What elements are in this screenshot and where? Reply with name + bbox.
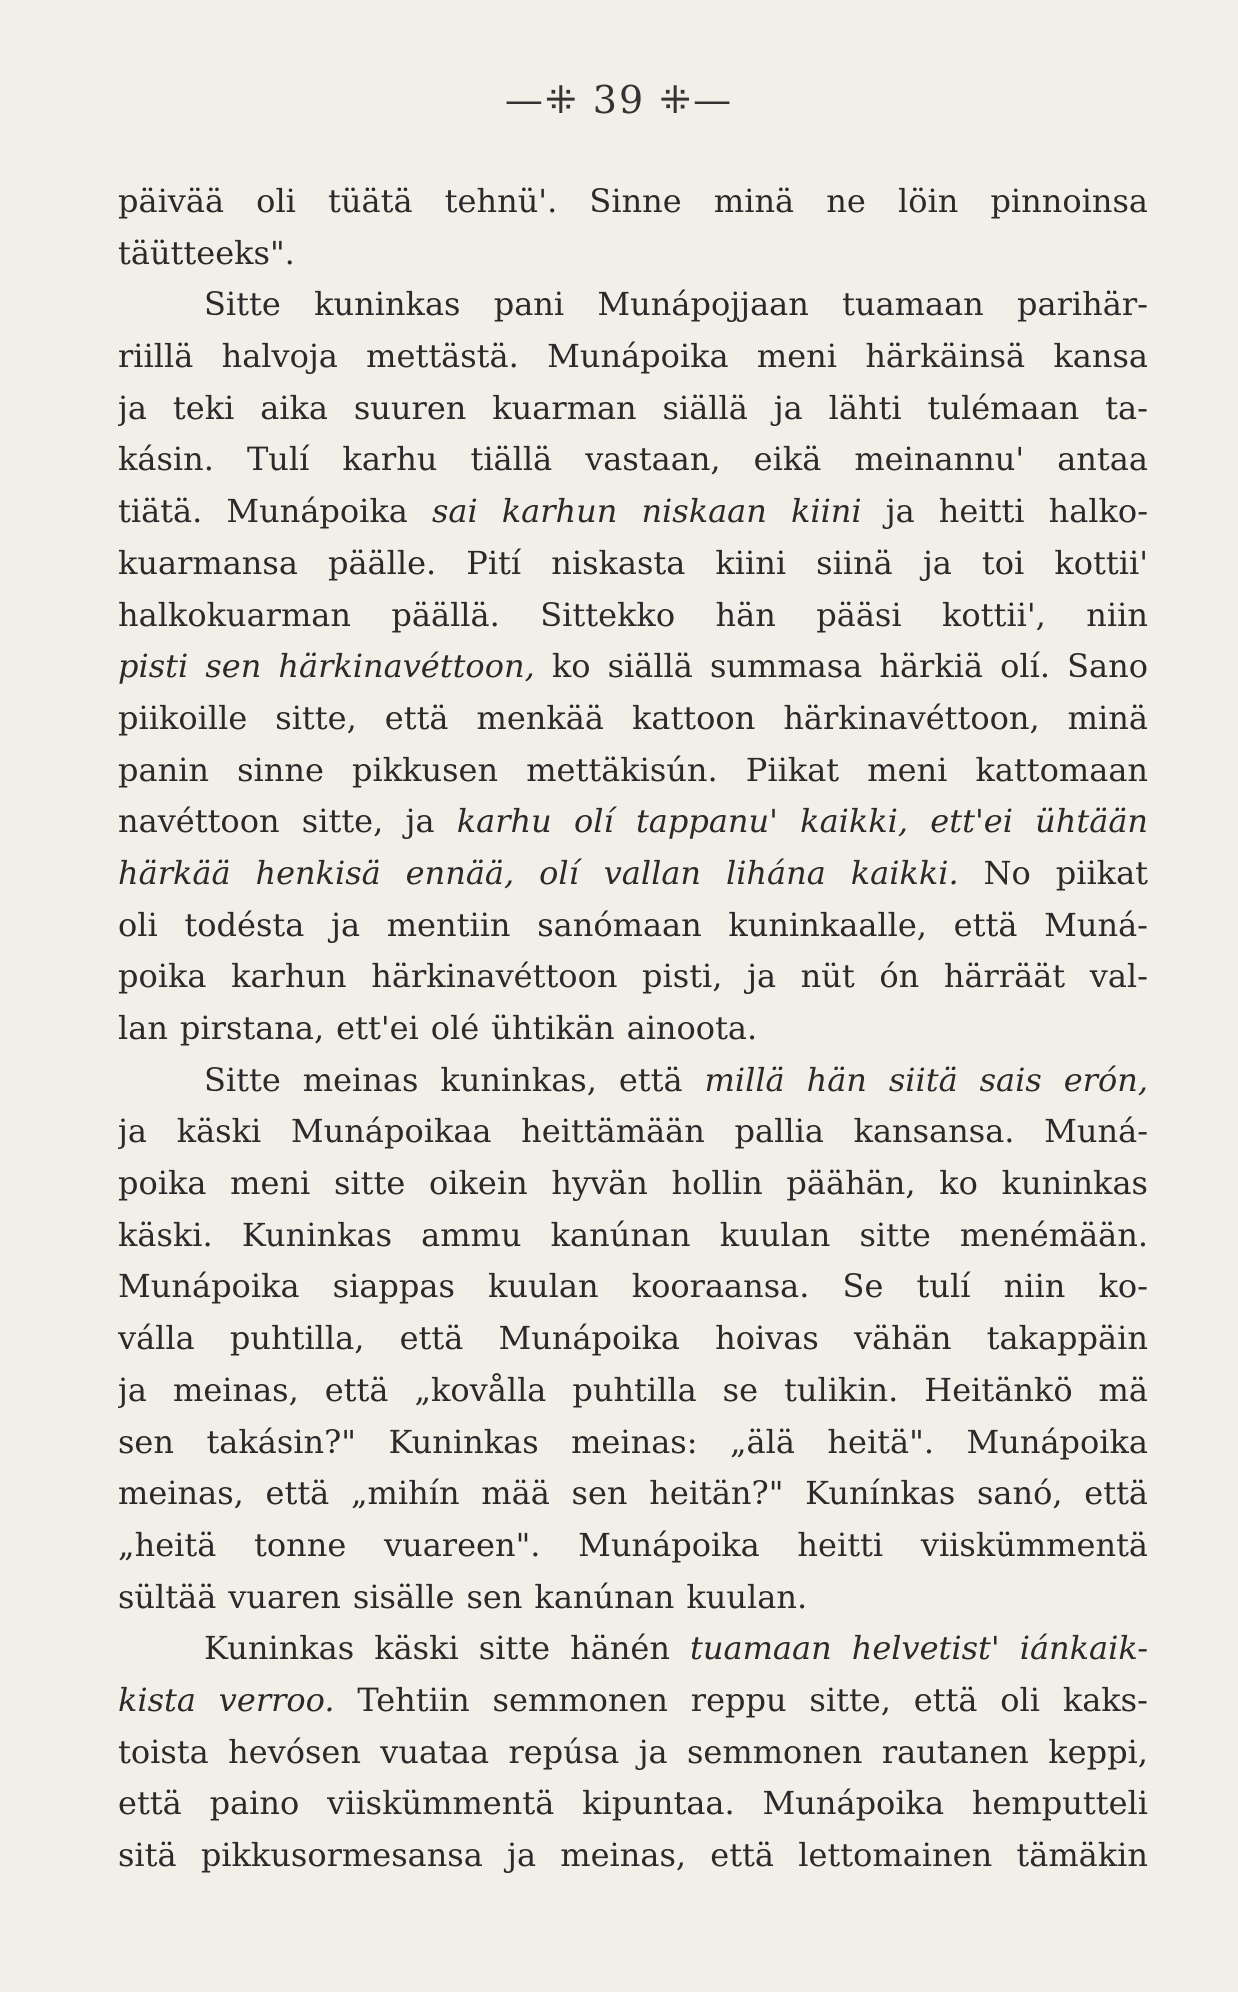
word: repúsa [508, 1732, 620, 1771]
word: meinas: [571, 1422, 698, 1461]
word: Sitte [204, 1060, 281, 1099]
word: ja [773, 388, 803, 427]
word: vähän [854, 1319, 952, 1358]
word: pinnoinsa [990, 182, 1148, 220]
word: tulikin. [783, 1370, 899, 1409]
word: kaikki. [850, 853, 959, 892]
word: ainoota. [626, 1009, 758, 1047]
word: Se [842, 1267, 884, 1306]
word: Heitänkö [924, 1370, 1073, 1409]
word: hyvän [551, 1164, 648, 1203]
word: halko- [1048, 492, 1148, 531]
word: viiskümmentä [327, 1784, 555, 1823]
word: menémään. [959, 1215, 1148, 1254]
word: henkisä [255, 853, 381, 892]
word: ja [118, 1112, 147, 1151]
word: Piikat [745, 750, 840, 789]
word: Sitte [204, 285, 281, 324]
word: tiätä. [118, 492, 203, 531]
word: kásin. [118, 440, 214, 479]
word: sanó, [977, 1474, 1063, 1513]
word: karhun [501, 492, 618, 531]
word: válla [118, 1319, 195, 1358]
word: härkinavéttoon, [783, 698, 1040, 737]
word: hänén [570, 1629, 670, 1668]
word: Munápoika [498, 1319, 680, 1358]
word: poika [118, 1164, 207, 1203]
word: Munápoika [226, 492, 408, 531]
word: kipuntaa. [582, 1784, 735, 1823]
text-line [118, 590, 1148, 642]
word: tulí [916, 1267, 971, 1306]
word: olí [573, 802, 614, 841]
word: Pití [466, 543, 522, 582]
text-line [118, 1158, 1148, 1210]
text-line [118, 383, 1148, 435]
word: „mihín [350, 1474, 460, 1513]
text-line [118, 486, 1148, 538]
word: ammu [421, 1215, 522, 1254]
word: täütteeks". [118, 233, 295, 272]
word: hevósen [228, 1732, 361, 1771]
word: kattomaan [975, 750, 1148, 789]
text-line [118, 228, 1148, 280]
word: kuninkas [1001, 1164, 1148, 1203]
word: sitte, [275, 698, 357, 737]
word: millä [704, 1060, 785, 1099]
word: sitte [859, 1215, 931, 1254]
text-line [118, 1313, 1148, 1365]
word: pisti [118, 647, 189, 686]
word: paino [209, 1784, 300, 1823]
word: kottii', [941, 595, 1046, 634]
word: teki [172, 388, 235, 427]
text-line [118, 1468, 1148, 1520]
text-line [118, 1623, 1148, 1675]
word: siitä [888, 1060, 958, 1099]
word: kista [118, 1680, 196, 1719]
word: mettäkisún. [526, 750, 718, 789]
word: ja [885, 492, 915, 531]
word: sen [571, 1474, 628, 1513]
word: pikkusen [352, 750, 499, 789]
word: sisälle [352, 1577, 455, 1616]
word: siällä [662, 388, 748, 427]
word: Sano [1067, 647, 1148, 686]
word: lähti [828, 388, 902, 427]
word: Kuninkas [241, 1215, 392, 1254]
word: härkinavéttoon, [278, 647, 535, 686]
word: että [265, 1474, 330, 1513]
word: tuamaan [690, 1629, 832, 1668]
word: tüätä [328, 182, 413, 220]
word: hemputteli [971, 1784, 1148, 1823]
word: Munápoika [547, 337, 729, 376]
word: meinas, [560, 1836, 687, 1874]
word: kanúnan [550, 1215, 691, 1254]
word: semmonen [492, 1680, 668, 1719]
word: takappäin [986, 1319, 1148, 1358]
word: karhu [456, 802, 552, 841]
word: siinä [816, 543, 893, 582]
word: kaikki, [800, 802, 909, 841]
word: Sinne [589, 182, 682, 220]
word: kuninkaalle, [728, 905, 927, 944]
word: poika [118, 957, 207, 996]
word: käski. [118, 1215, 213, 1254]
text-line [118, 641, 1148, 693]
text-line [118, 538, 1148, 590]
word: ennää, [405, 853, 515, 892]
word: toi [981, 543, 1025, 582]
text-line [118, 1417, 1148, 1469]
word: kuarman [492, 388, 637, 427]
word: navéttoon [118, 802, 280, 841]
word: ja [507, 1836, 537, 1874]
word: tehnü'. [444, 182, 558, 220]
word: pani [493, 285, 565, 324]
word: piikat [1055, 853, 1148, 892]
word: hän [806, 1060, 867, 1099]
word: Kuninkas [388, 1422, 539, 1461]
word: halvoja [221, 337, 338, 376]
word: päivää [118, 182, 225, 220]
word: Munápoika [118, 1267, 300, 1306]
word: semmonen [686, 1732, 863, 1771]
word: sen [466, 1577, 523, 1616]
word: minä [713, 182, 795, 220]
word: olé [430, 1009, 480, 1047]
word: oli [256, 182, 296, 220]
word: puhtilla [572, 1370, 697, 1409]
word: nüt [800, 957, 855, 996]
word: Sittekko [540, 595, 676, 634]
word: kiini [790, 492, 862, 531]
word: hollin [671, 1164, 763, 1203]
word: sitte [333, 1164, 406, 1203]
word: oli [1000, 1680, 1040, 1719]
word: päähän, [786, 1164, 916, 1203]
word: päälle. [327, 543, 437, 582]
text-line [118, 1003, 1148, 1055]
word: kuninkas, [440, 1060, 597, 1099]
word: antaa [1057, 440, 1148, 479]
word: ta- [1105, 388, 1148, 427]
word: panin [118, 750, 210, 789]
word: karhu [342, 440, 438, 479]
word: niskaan [641, 492, 767, 531]
word: aika [260, 388, 328, 427]
word: tämäkin [1016, 1836, 1148, 1874]
word: sais [979, 1060, 1042, 1099]
word: kottii' [1054, 543, 1148, 582]
word: Munápojjaan [597, 285, 809, 324]
word: ko- [1098, 1267, 1148, 1306]
text-line [118, 900, 1148, 952]
word: summasa [709, 647, 863, 686]
word: heitti [797, 1525, 884, 1564]
word: olí [539, 853, 579, 892]
word: reppu [690, 1680, 787, 1719]
word: helvetist' [851, 1629, 1000, 1668]
word: niskasta [551, 543, 686, 582]
word: ja [638, 1732, 668, 1771]
word: meni [867, 750, 948, 789]
word: kanúnan [534, 1577, 675, 1616]
word: suuren [353, 388, 467, 427]
word: heitän?" [649, 1474, 784, 1513]
word: piikoille [118, 698, 248, 737]
word: sanómaan [537, 905, 702, 944]
word: ja [118, 388, 147, 427]
word: hoivas [715, 1319, 819, 1358]
word: minä [1067, 698, 1148, 737]
word: pikkusormesansa [200, 1836, 483, 1874]
word: kansansa. [853, 1112, 1015, 1151]
word: ett'ei [336, 1009, 419, 1047]
word: ne [826, 182, 866, 220]
word: se [722, 1370, 759, 1409]
word: sültää [118, 1577, 217, 1616]
word: vuareen". [384, 1525, 541, 1564]
word: että [710, 1836, 774, 1874]
word: päällä. [391, 595, 500, 634]
word: sai [431, 492, 478, 531]
word: ühtään [1035, 802, 1148, 841]
word: heitti [938, 492, 1025, 531]
text-line [118, 331, 1148, 383]
word: tiällä [470, 440, 553, 479]
word: Munápoika [966, 1422, 1148, 1461]
word: Kuninkas [204, 1629, 355, 1668]
word: lan [118, 1009, 168, 1047]
word: sitä [118, 1836, 177, 1874]
text-line [118, 1675, 1148, 1727]
word: pirstana, [179, 1009, 325, 1047]
word: härkää [118, 853, 231, 892]
word: meni [230, 1164, 311, 1203]
text-line [118, 1778, 1148, 1830]
word: Munápoikaa [290, 1112, 492, 1151]
word: käski [374, 1629, 459, 1668]
word: halkokuarman [118, 595, 351, 634]
word: vuataa [380, 1732, 490, 1771]
text-line [118, 1830, 1148, 1882]
text-line [118, 1572, 1148, 1624]
text-line [118, 1520, 1148, 1572]
text-line [118, 279, 1148, 331]
word: härkinavéttoon [371, 957, 618, 996]
word: että [953, 905, 1018, 944]
word: että [618, 1060, 683, 1099]
word: iánkaik- [1019, 1629, 1148, 1668]
text-line [118, 951, 1148, 1003]
word: ett'ei [930, 802, 1013, 841]
word: kansa [1053, 337, 1148, 376]
page-number: —⁜ 39 ⁜— [504, 78, 734, 122]
word: olí. [1000, 647, 1051, 686]
text-line [118, 434, 1148, 486]
word: kattoon [631, 698, 756, 737]
word: rautanen [881, 1732, 1029, 1771]
body-text [118, 176, 1148, 1882]
word: viiskümmentä [920, 1525, 1148, 1564]
word: sitte, [809, 1680, 891, 1719]
word: lihána [725, 853, 826, 892]
word: tulémaan [927, 388, 1080, 427]
text-line [118, 1106, 1148, 1158]
word: Muná- [1044, 905, 1148, 944]
word: kuulan. [686, 1577, 808, 1616]
word: siällä [607, 647, 693, 686]
word: eikä [753, 440, 822, 479]
word: niin [1086, 595, 1148, 634]
word: pallia [734, 1112, 824, 1151]
word: Munápoika [762, 1784, 945, 1823]
word: vallan [603, 853, 702, 892]
text-line [118, 1365, 1148, 1417]
word: ón [879, 957, 920, 996]
word: kooraansa. [631, 1267, 810, 1306]
word: härräät [943, 957, 1066, 996]
word: todésta [184, 905, 305, 944]
text-line [118, 1210, 1148, 1262]
text-line [118, 848, 1148, 900]
word: sitte, [301, 802, 384, 841]
word: että [324, 1370, 389, 1409]
word: Munápoika [578, 1525, 760, 1564]
word: takásin?" [206, 1422, 356, 1461]
word: pisti, [642, 957, 723, 996]
text-line [118, 745, 1148, 797]
word: sen [118, 1422, 174, 1461]
word: menkää [476, 698, 604, 737]
word: keppi, [1048, 1732, 1148, 1771]
word: siappas [332, 1267, 455, 1306]
word: lettomainen [798, 1836, 993, 1874]
word: mentiin [386, 905, 511, 944]
word: ja [405, 802, 435, 841]
word: meni [756, 337, 838, 376]
word: sitte [478, 1629, 551, 1668]
text-line [118, 796, 1148, 848]
word: No [983, 853, 1031, 892]
word: erón, [1063, 1060, 1148, 1099]
word: parihär- [1017, 285, 1148, 324]
word: Muná- [1044, 1112, 1148, 1151]
word: vastaan, [585, 440, 721, 479]
word: kuulan [719, 1215, 831, 1254]
word: että [913, 1680, 978, 1719]
word: mä [1098, 1370, 1148, 1409]
word: käski [176, 1112, 262, 1151]
word: härkiä [879, 647, 984, 686]
word: oikein [429, 1164, 528, 1203]
word: hän [715, 595, 776, 634]
word: ja [922, 543, 952, 582]
word: tappanu' [635, 802, 778, 841]
word: ko [939, 1164, 978, 1203]
word: sinne [237, 750, 324, 789]
word: mettästä. [366, 337, 519, 376]
word: „älä [729, 1422, 795, 1461]
word: Kunínkas [805, 1474, 956, 1513]
word: Tulí [246, 440, 310, 479]
word: ja [118, 1370, 147, 1409]
word: härkäinsä [865, 337, 1026, 376]
text-line [118, 176, 1148, 228]
word: että [384, 698, 449, 737]
word: ja [747, 957, 777, 996]
word: löin [897, 182, 959, 220]
word: sen [205, 647, 262, 686]
word: tuamaan [842, 285, 984, 324]
word: pääsi [816, 595, 902, 634]
word: että [118, 1784, 182, 1823]
word: että [399, 1319, 464, 1358]
text-line [118, 1261, 1148, 1313]
word: kuulan [488, 1267, 599, 1306]
word: val- [1089, 957, 1148, 996]
word: kiini [715, 543, 787, 582]
text-line [118, 693, 1148, 745]
word: ühtikän [491, 1009, 615, 1047]
word: verroo. [218, 1680, 335, 1719]
word: meinas, [118, 1474, 244, 1513]
word: mää [481, 1474, 550, 1513]
word: riillä [118, 337, 194, 376]
word: puhtilla, [229, 1319, 365, 1358]
word: tonne [254, 1525, 347, 1564]
word: heitä". [827, 1422, 934, 1461]
word: oli [118, 905, 158, 944]
word: että [1084, 1474, 1148, 1513]
word: Tehtiin [357, 1680, 470, 1719]
word: vuaren [228, 1577, 341, 1616]
word: ja [331, 905, 361, 944]
word: meinas [302, 1060, 419, 1099]
word: kuarmansa [118, 543, 298, 582]
word: niin [1003, 1267, 1066, 1306]
word: meinas, [172, 1370, 299, 1409]
word: kuninkas [314, 285, 461, 324]
word: toista [118, 1732, 209, 1771]
text-line [118, 1055, 1148, 1107]
word: „heitä [118, 1525, 217, 1564]
word: kaks- [1062, 1680, 1148, 1719]
text-line [118, 1727, 1148, 1779]
word: ko [551, 647, 591, 686]
word: karhun [231, 957, 347, 996]
word: „kovålla [414, 1370, 547, 1409]
word: meinannu' [854, 440, 1025, 479]
word: heittämään [521, 1112, 705, 1151]
